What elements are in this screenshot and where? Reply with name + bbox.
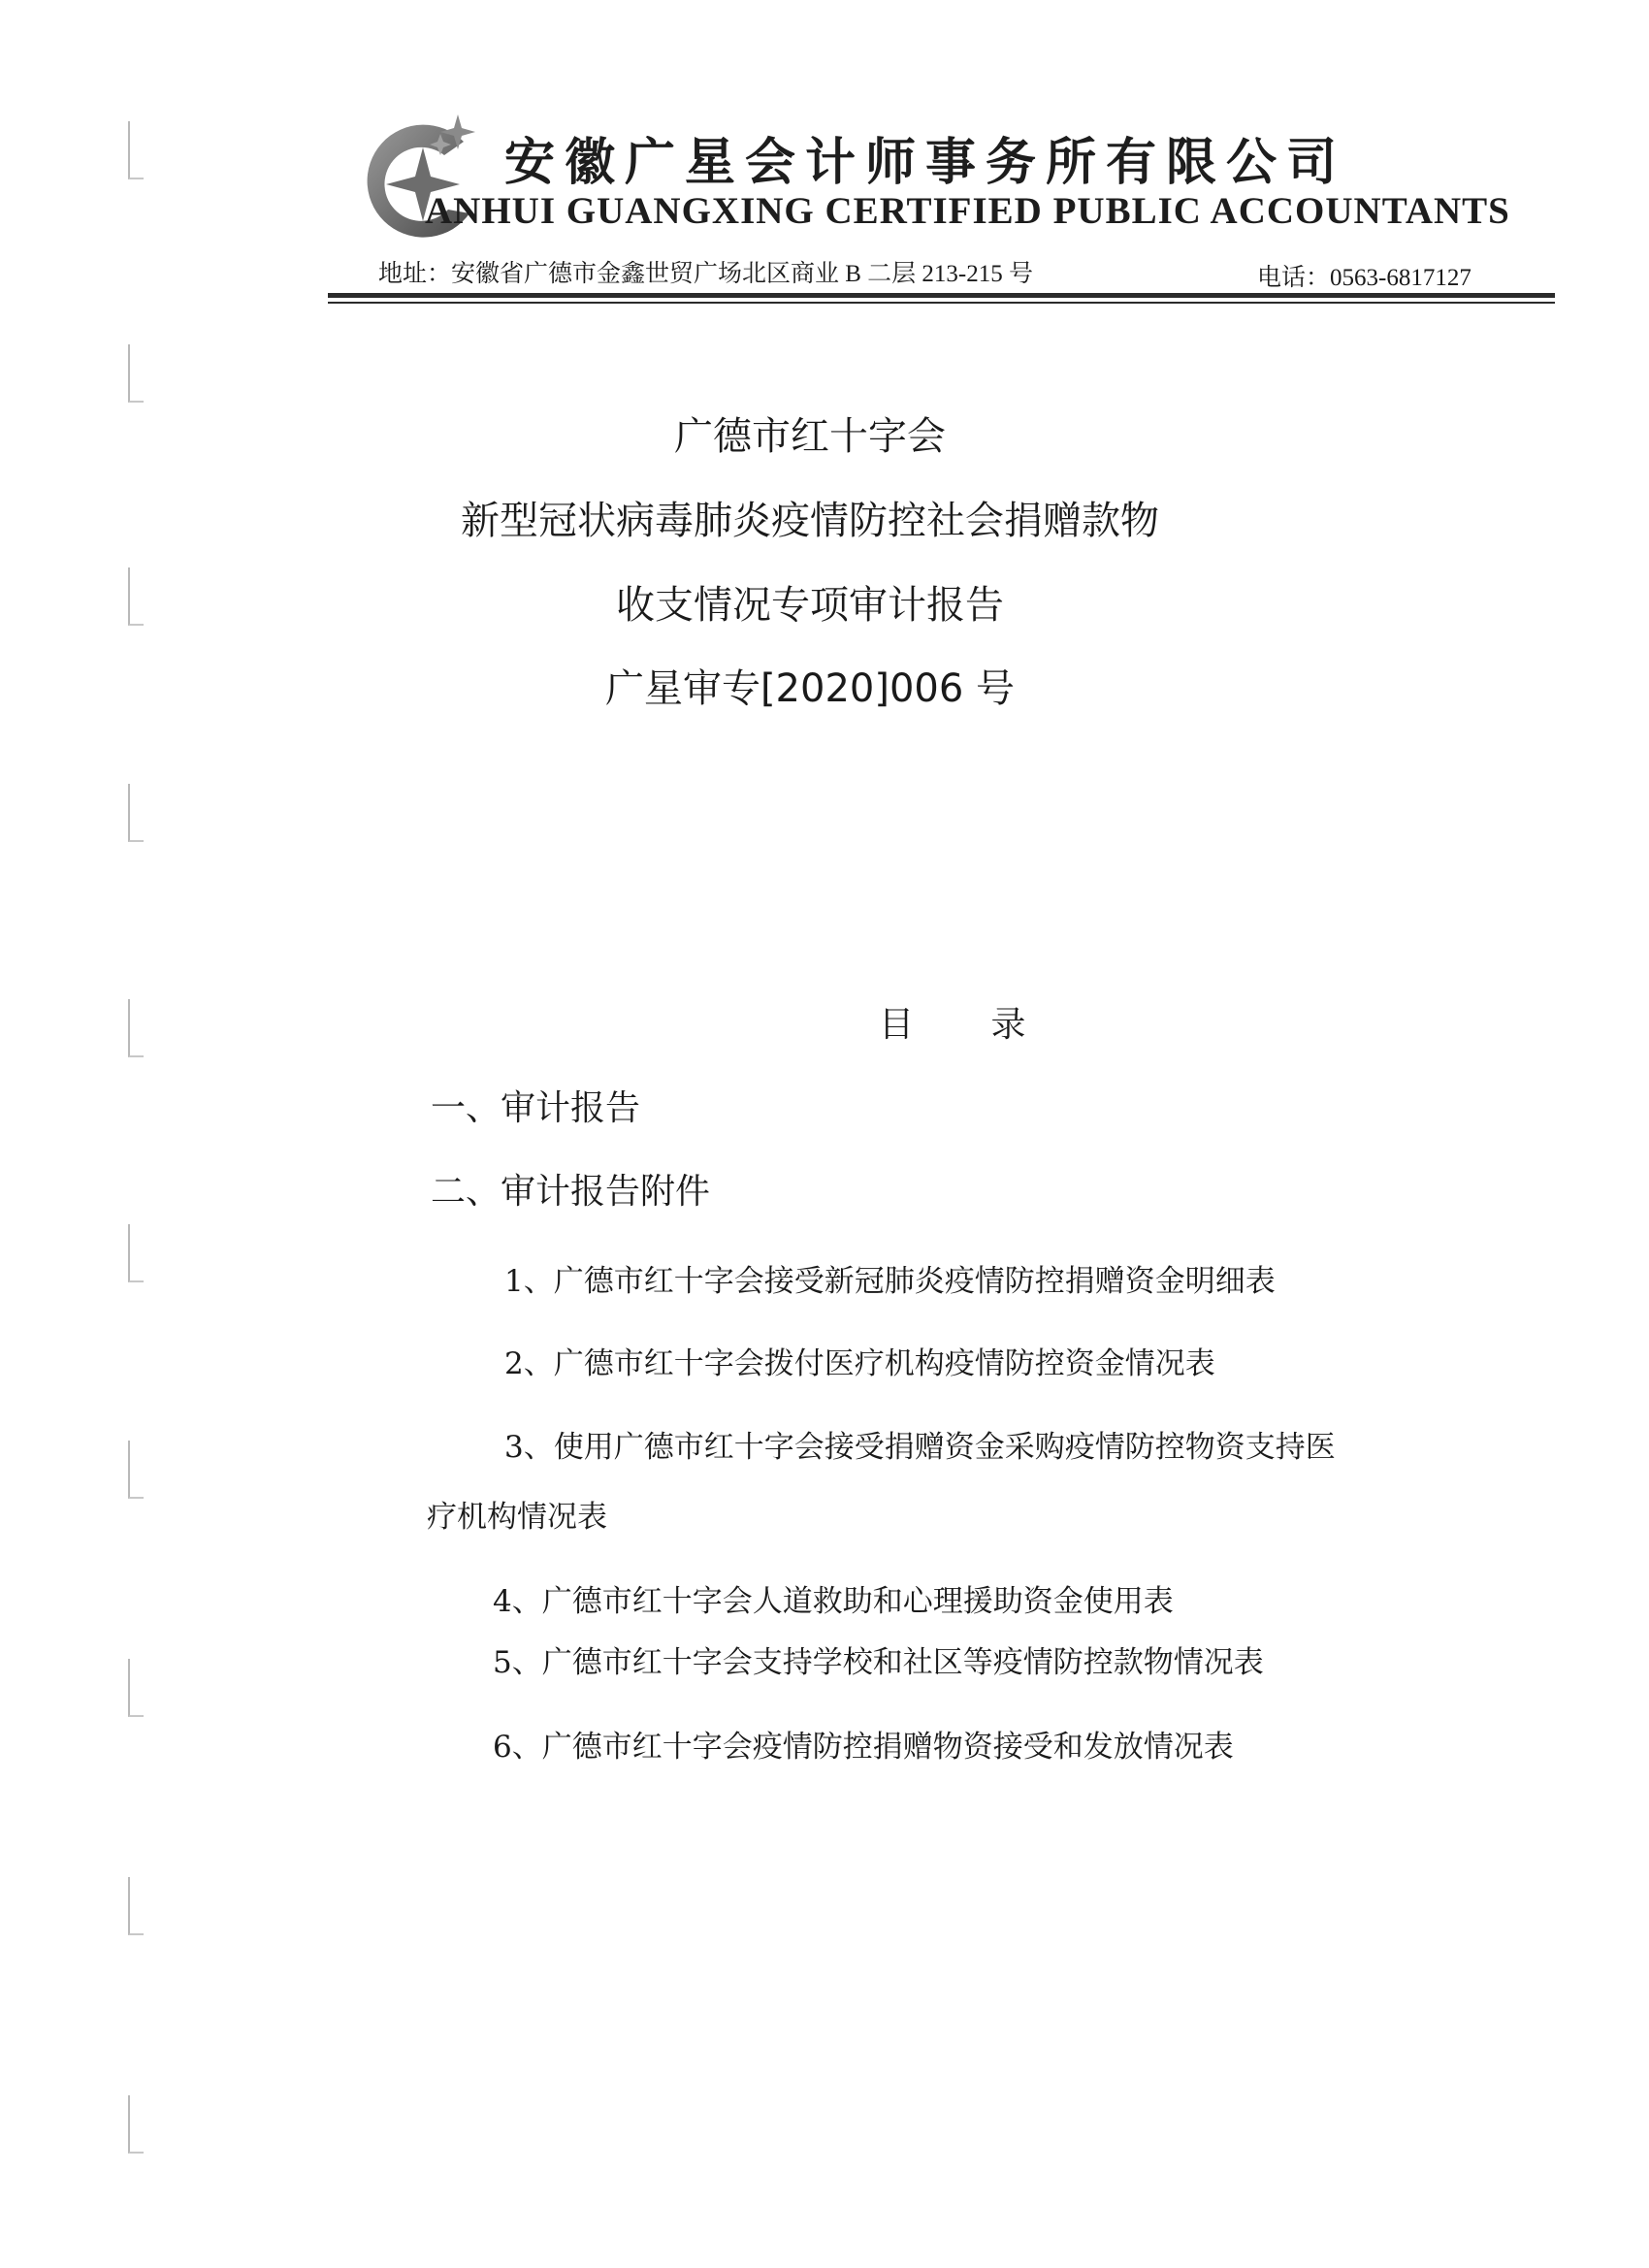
toc-subitem-3: 3、使用广德市红十字会接受捐赠资金采购疫情防控物资支持医	[504, 1430, 1336, 1465]
firm-name-en: ANHUI GUANGXING CERTIFIED PUBLIC ACCOUNTANTS	[425, 190, 1510, 232]
toc-subitem-4: 4、广德市红十字会人道救助和心理援助资金使用表	[493, 1584, 1174, 1619]
toc-subitem-2: 2、广德市红十字会拨付医疗机构疫情防控资金情况表	[504, 1346, 1215, 1381]
binding-mark	[128, 1441, 144, 1499]
binding-mark	[128, 999, 144, 1057]
firm-address: 地址：安徽省广德市金鑫世贸广场北区商业 B 二层 213-215 号	[378, 261, 1034, 287]
binding-mark	[128, 121, 144, 179]
firm-name-cn: 安徽广星会计师事务所有限公司	[504, 134, 1347, 192]
binding-mark	[128, 1659, 144, 1717]
binding-mark	[128, 2095, 144, 2154]
toc-subitem-5: 5、广德市红十字会支持学校和社区等疫情防控款物情况表	[493, 1645, 1264, 1680]
binding-mark	[128, 1877, 144, 1935]
binding-mark	[128, 1224, 144, 1282]
report-title-type: 收支情况专项审计报告	[616, 583, 1004, 628]
report-number: 广星审专[2020]006 号	[604, 666, 1016, 711]
toc-subitem-1: 1、广德市红十字会接受新冠肺炎疫情防控捐赠资金明细表	[504, 1264, 1276, 1299]
toc-subitem-3-continued: 疗机构情况表	[427, 1500, 607, 1535]
binding-mark	[128, 784, 144, 842]
report-title-org: 广德市红十字会	[674, 414, 946, 459]
firm-phone: 电话：0563-6817127	[1257, 265, 1471, 291]
letterhead-rule	[328, 293, 1555, 298]
toc-heading: 目 录	[879, 1005, 1059, 1045]
binding-mark	[128, 344, 144, 403]
report-title-subject: 新型冠状病毒肺炎疫情防控社会捐赠款物	[461, 499, 1159, 543]
toc-item-attachments: 二、审计报告附件	[431, 1172, 711, 1212]
toc-subitem-6: 6、广德市红十字会疫情防控捐赠物资接受和发放情况表	[493, 1730, 1234, 1765]
letterhead-rule-thin	[328, 302, 1555, 304]
toc-item-audit-report: 一、审计报告	[431, 1088, 641, 1128]
